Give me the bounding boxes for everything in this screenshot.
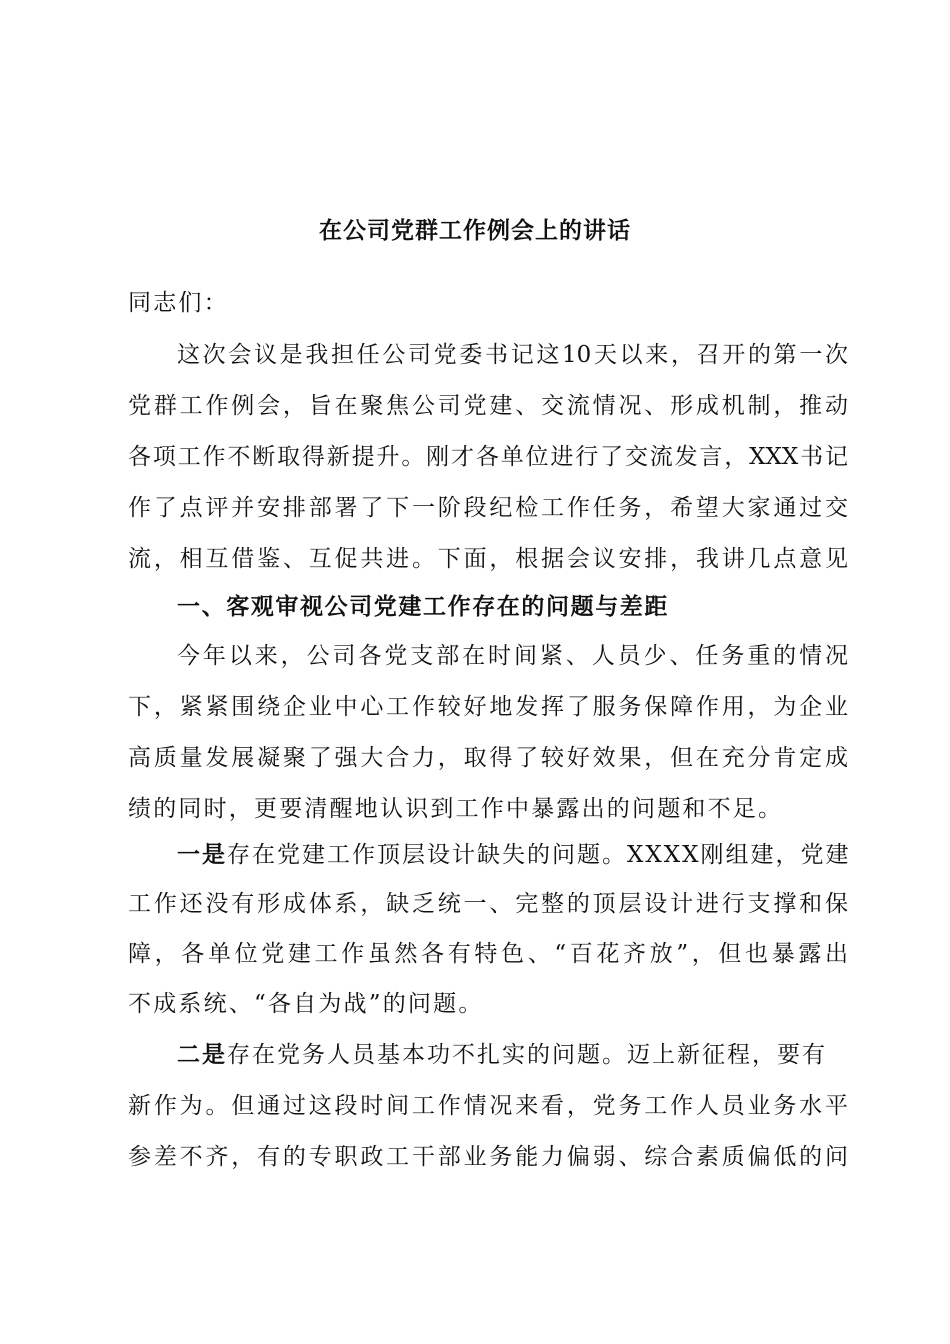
section-line: 下，紧紧围绕企业中心工作较好地发挥了服务保障作用，为企业: [128, 694, 848, 720]
section-line: 绩的同时，更要清醒地认识到工作中暴露出的问题和不足。: [128, 796, 784, 822]
point-one-first-line: [177, 838, 851, 872]
intro-line: 流，相互借鉴、互促共进。下面，根据会议安排，我讲几点意见: [128, 546, 848, 572]
intro-line: 这次会议是我担任公司党委书记这10天以来，召开的第一次: [177, 342, 848, 368]
point-two-line: 新作为。但通过这段时间工作情况来看，党务工作人员业务水平: [128, 1093, 848, 1119]
section-heading: 一、客观审视公司党建工作存在的问题与差距: [177, 593, 669, 620]
section-line: 今年以来，公司各党支部在时间紧、人员少、任务重的情况: [177, 643, 848, 669]
point-one-line: 不成系统、“各自为战”的问题。: [128, 991, 484, 1017]
point-two-text: 存在党务人员基本功不扎实的问题。迈上新征程，要有: [227, 1042, 827, 1068]
point-one-text: 存在党建工作顶层设计缺失的问题。XXXX刚组建，党建: [227, 842, 851, 868]
point-two-label: 二是: [177, 1041, 227, 1068]
intro-line: 作了点评并安排部署了下一阶段纪检工作任务，希望大家通过交: [128, 495, 848, 521]
section-line: 高质量发展凝聚了强大合力，取得了较好效果，但在充分肯定成: [128, 745, 848, 771]
point-one-line: 障，各单位党建工作虽然各有特色、“百花齐放”，但也暴露出: [128, 941, 848, 967]
salutation: 同志们：: [128, 290, 229, 316]
point-one-line: 工作还没有形成体系，缺乏统一、完整的顶层设计进行支撑和保: [128, 891, 848, 917]
document-title: 在公司党群工作例会上的讲话: [319, 217, 631, 244]
point-two-line: 参差不齐，有的专职政工干部业务能力偏弱、综合素质偏低的问: [128, 1144, 848, 1170]
point-two-first-line: [177, 1038, 848, 1072]
intro-line: 党群工作例会，旨在聚焦公司党建、交流情况、形成机制，推动: [128, 393, 848, 419]
point-one-label: 一是: [177, 841, 227, 868]
intro-line: 各项工作不断取得新提升。刚才各单位进行了交流发言，XXX书记: [128, 444, 848, 470]
